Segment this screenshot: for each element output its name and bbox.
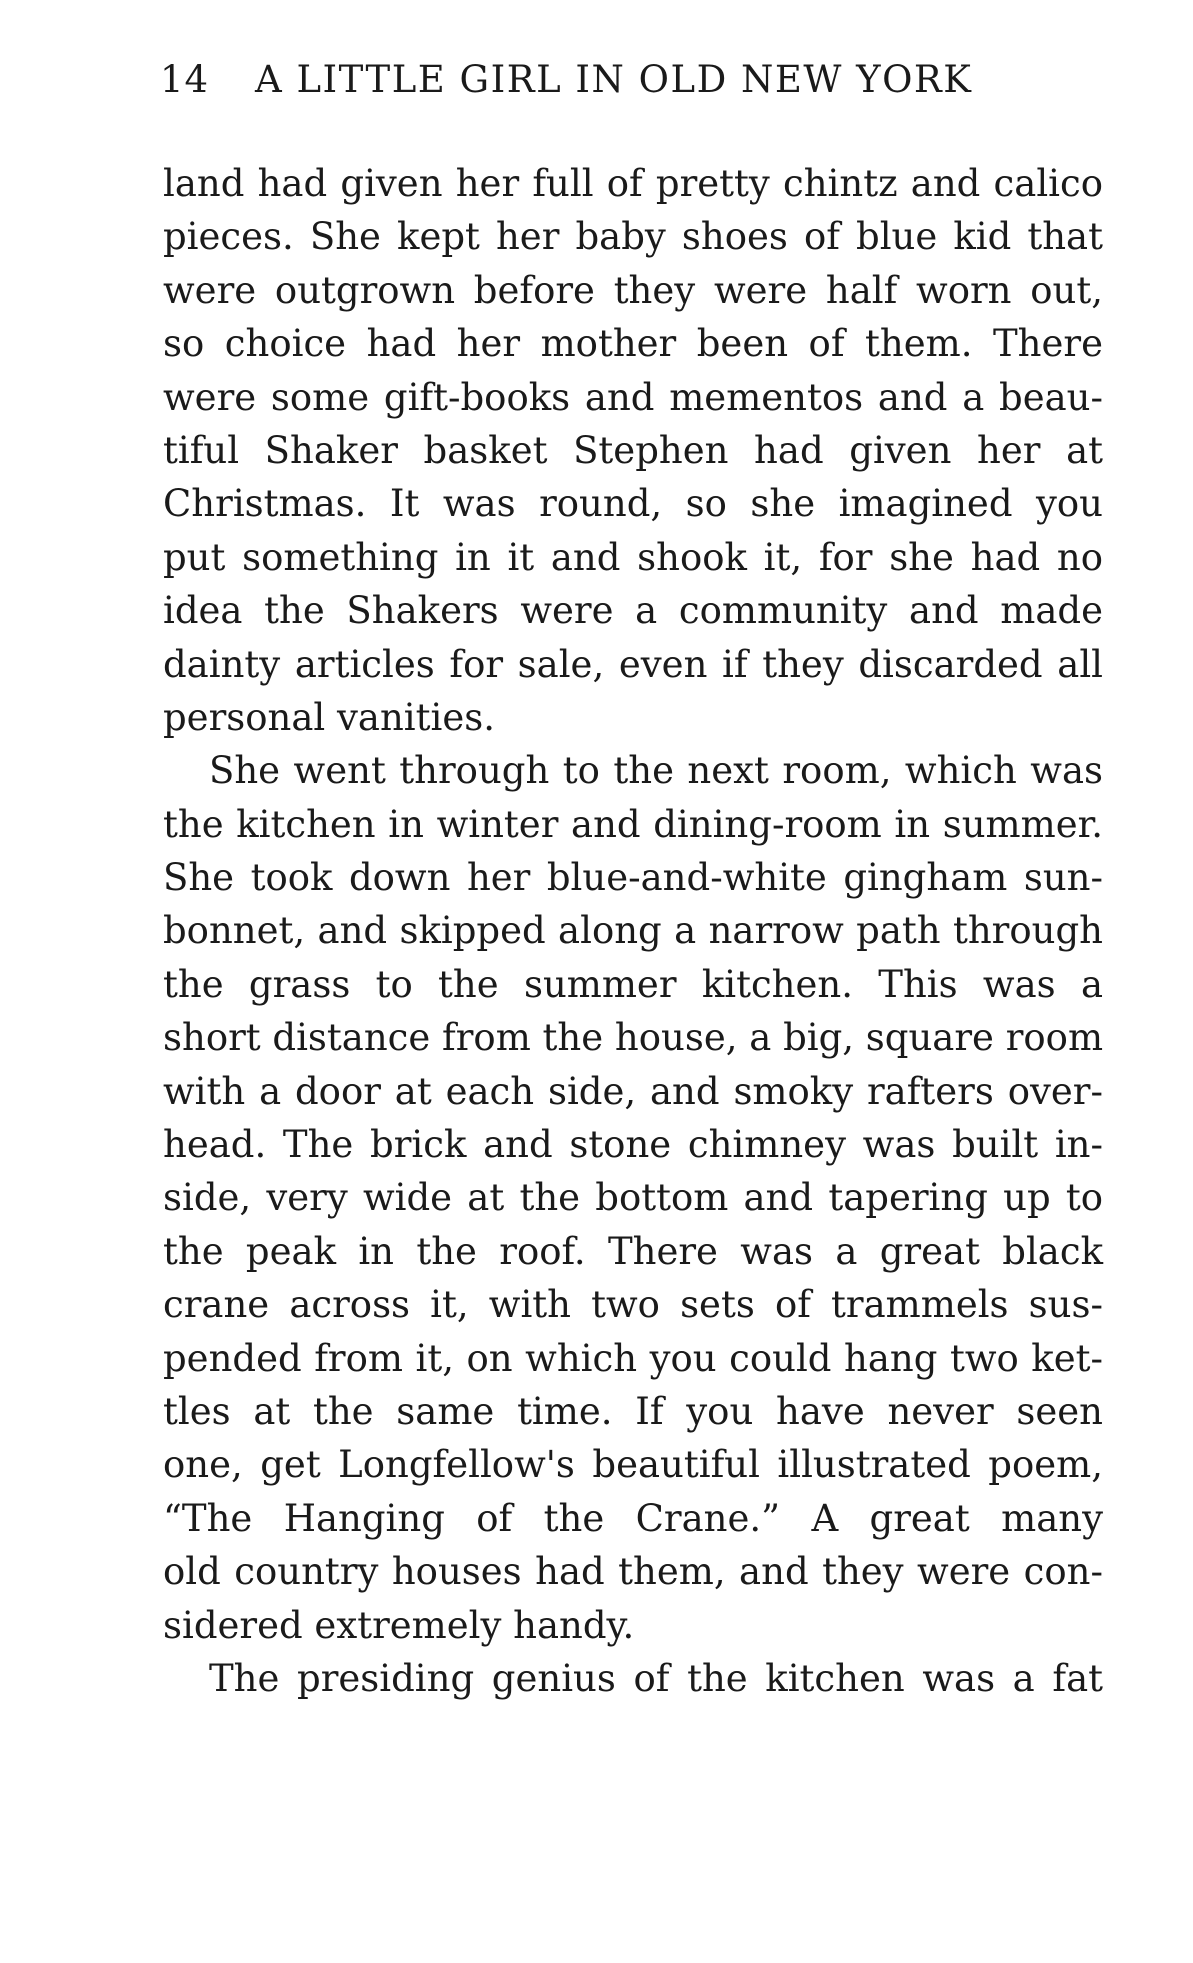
text-line: The presiding genius of the kitchen was a fat — [209, 1656, 1103, 1700]
text-line: one, get Longfellow's beautiful illustrated poem, — [163, 1443, 1103, 1487]
text-line: with a door at each side, and smoky rafters over- — [163, 1069, 1103, 1113]
text-line: head. The brick and stone chimney was built in- — [163, 1123, 1103, 1167]
text-line: the peak in the roof. There was a great black — [163, 1229, 1103, 1273]
text-line: She took down her blue-and-white gingham sun- — [163, 856, 1103, 900]
text-line: were outgrown before they were half worn out, — [163, 268, 1103, 312]
paragraph — [163, 1652, 1103, 1705]
text-line: so choice had her mother been of them. There — [163, 322, 1103, 366]
body-text — [163, 157, 1103, 1705]
page-header — [160, 58, 1030, 108]
text-line: land had given her full of pretty chintz and calico — [163, 162, 1103, 205]
text-line: side, very wide at the bottom and tapering up to — [163, 1176, 1103, 1220]
text-line: the kitchen in winter and dining-room in summer. — [163, 802, 1103, 846]
text-line: “The Hanging of the Crane.” A great many — [163, 1496, 1103, 1540]
text-line: tiful Shaker basket Stephen had given her at — [163, 428, 1103, 472]
text-line: personal vanities. — [163, 695, 495, 739]
text-line: were some gift-books and mementos and a beau- — [163, 375, 1103, 419]
text-line: old country houses had them, and they were con- — [163, 1550, 1103, 1594]
text-line: She went through to the next room, which was — [209, 749, 1103, 793]
text-line: the grass to the summer kitchen. This was a — [163, 962, 1103, 1006]
text-line: Christmas. It was round, so she imagined you — [163, 482, 1103, 526]
text-line: pieces. She kept her baby shoes of blue kid that — [163, 215, 1103, 259]
page-number: 14 — [160, 58, 210, 101]
text-line: idea the Shakers were a community and made — [163, 589, 1103, 633]
text-line: dainty articles for sale, even if they discarded all — [163, 642, 1103, 686]
text-line: put something in it and shook it, for she had no — [163, 535, 1103, 579]
text-line: tles at the same time. If you have never seen — [163, 1389, 1103, 1433]
text-line: pended from it, on which you could hang two ket- — [163, 1336, 1103, 1380]
text-line: sidered extremely handy. — [163, 1603, 635, 1647]
paragraph — [163, 744, 1103, 1652]
running-head: A LITTLE GIRL IN OLD NEW YORK — [255, 58, 973, 101]
text-line: bonnet, and skipped along a narrow path through — [163, 909, 1103, 953]
paragraph — [163, 157, 1103, 744]
text-line: crane across it, with two sets of trammels sus- — [163, 1283, 1103, 1327]
text-line: short distance from the house, a big, square room — [163, 1016, 1104, 1060]
